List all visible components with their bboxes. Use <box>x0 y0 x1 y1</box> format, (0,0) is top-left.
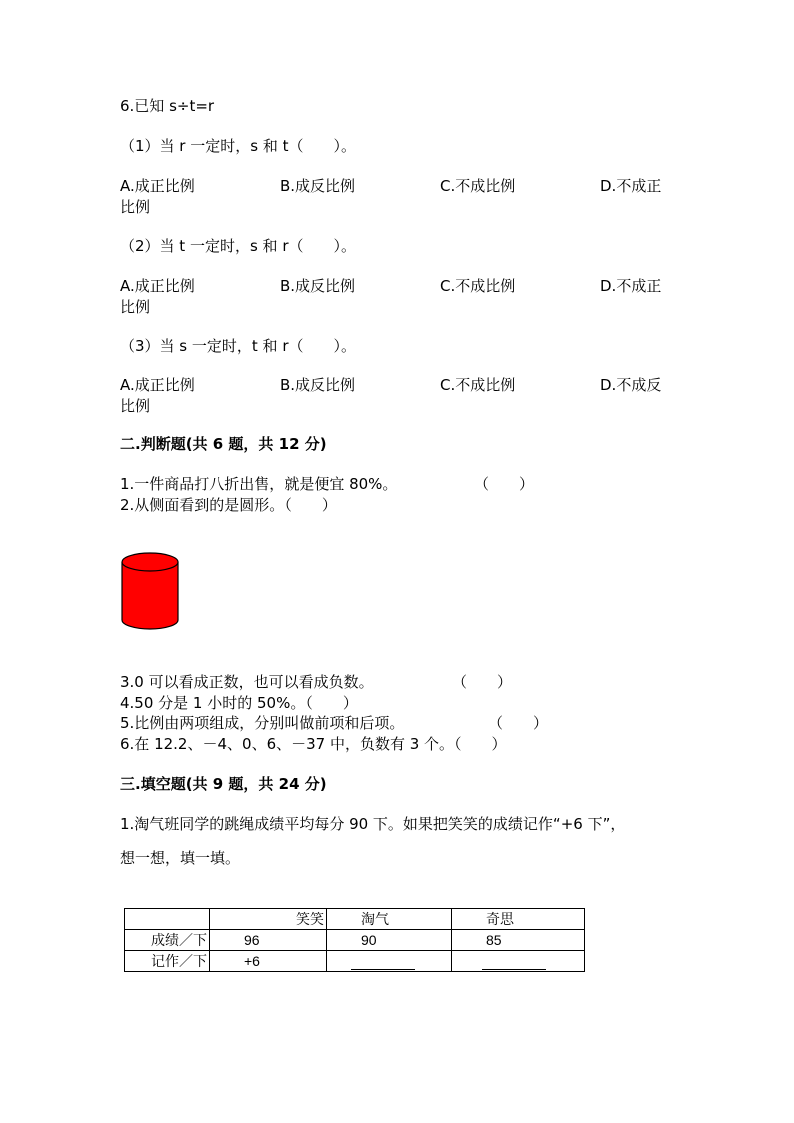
table-cell: 笑笑 <box>210 909 327 930</box>
table-cell <box>125 909 210 930</box>
q6-sub2-option-c[interactable]: C.不成比例 <box>440 277 516 295</box>
q6-sub1-option-d[interactable]: D.不成正 <box>600 177 662 195</box>
table-cell: 成绩／下 <box>125 930 210 951</box>
q6-sub2-option-b[interactable]: B.成反比例 <box>280 277 356 295</box>
fill-q1-line1: 1.淘气班同学的跳绳成绩平均每分 90 下。如果把笑笑的成绩记作“+6 下”， <box>120 815 626 833</box>
q6-sub1: （1）当 r 一定时，s 和 t（ ）。 <box>120 137 356 155</box>
judge-item-2: 2.从侧面看到的是圆形。（ ） <box>120 496 337 514</box>
cylinder-image <box>118 548 182 634</box>
q6-sub1-option-c[interactable]: C.不成比例 <box>440 177 516 195</box>
table-cell: +6 <box>210 951 327 972</box>
section-2-title: 二.判断题(共 6 题，共 12 分) <box>120 435 327 453</box>
table-cell: 淘气 <box>327 909 452 930</box>
q6-stem: 6.已知 s÷t=r <box>120 97 215 115</box>
q6-sub1-option-b[interactable]: B.成反比例 <box>280 177 356 195</box>
table-header-row <box>125 909 585 930</box>
table-cell: 记作／下 <box>125 951 210 972</box>
judge-item-5: 5.比例由两项组成，分别叫做前项和后项。 <box>120 714 405 732</box>
judge-item-4: 4.50 分是 1 小时的 50%。（ ） <box>120 694 358 712</box>
fill-q1-line2: 想一想，填一填。 <box>120 849 241 867</box>
table-cell: 96 <box>210 930 327 951</box>
answer-blank-taoqi[interactable] <box>327 951 452 972</box>
q6-sub3: （3）当 s 一定时，t 和 r（ ）。 <box>120 337 356 355</box>
table-cell: 85 <box>452 930 585 951</box>
judge-item-1-answer[interactable]: （ ） <box>474 475 535 493</box>
q6-sub3-option-d-wrap: 比例 <box>120 397 151 415</box>
judge-item-1: 1.一件商品打八折出售，就是便宜 80%。 <box>120 475 398 493</box>
table-cell: 90 <box>327 930 452 951</box>
q6-sub3-option-b[interactable]: B.成反比例 <box>280 376 356 394</box>
q6-sub1-option-d-wrap: 比例 <box>120 198 151 216</box>
answer-blank-qisi[interactable] <box>452 951 585 972</box>
table-cell: 奇思 <box>452 909 585 930</box>
table-row <box>125 951 585 972</box>
q6-sub2-option-a[interactable]: A.成正比例 <box>120 277 195 295</box>
q6-sub1-option-a[interactable]: A.成正比例 <box>120 177 195 195</box>
q6-sub3-option-a[interactable]: A.成正比例 <box>120 376 195 394</box>
score-table <box>124 908 585 972</box>
judge-item-3-answer[interactable]: （ ） <box>452 673 513 691</box>
q6-sub2: （2）当 t 一定时，s 和 r（ ）。 <box>120 237 356 255</box>
section-3-title: 三.填空题(共 9 题，共 24 分) <box>120 775 327 793</box>
q6-sub3-option-d[interactable]: D.不成反 <box>600 376 662 394</box>
q6-sub2-option-d-wrap: 比例 <box>120 298 151 316</box>
q6-sub3-option-c[interactable]: C.不成比例 <box>440 376 516 394</box>
table-row <box>125 930 585 951</box>
judge-item-6: 6.在 12.2、－4、0、6、－37 中，负数有 3 个。（ ） <box>120 735 507 753</box>
judge-item-3: 3.0 可以看成正数，也可以看成负数。 <box>120 673 374 691</box>
judge-item-5-answer[interactable]: （ ） <box>488 714 549 732</box>
q6-sub2-option-d[interactable]: D.不成正 <box>600 277 662 295</box>
